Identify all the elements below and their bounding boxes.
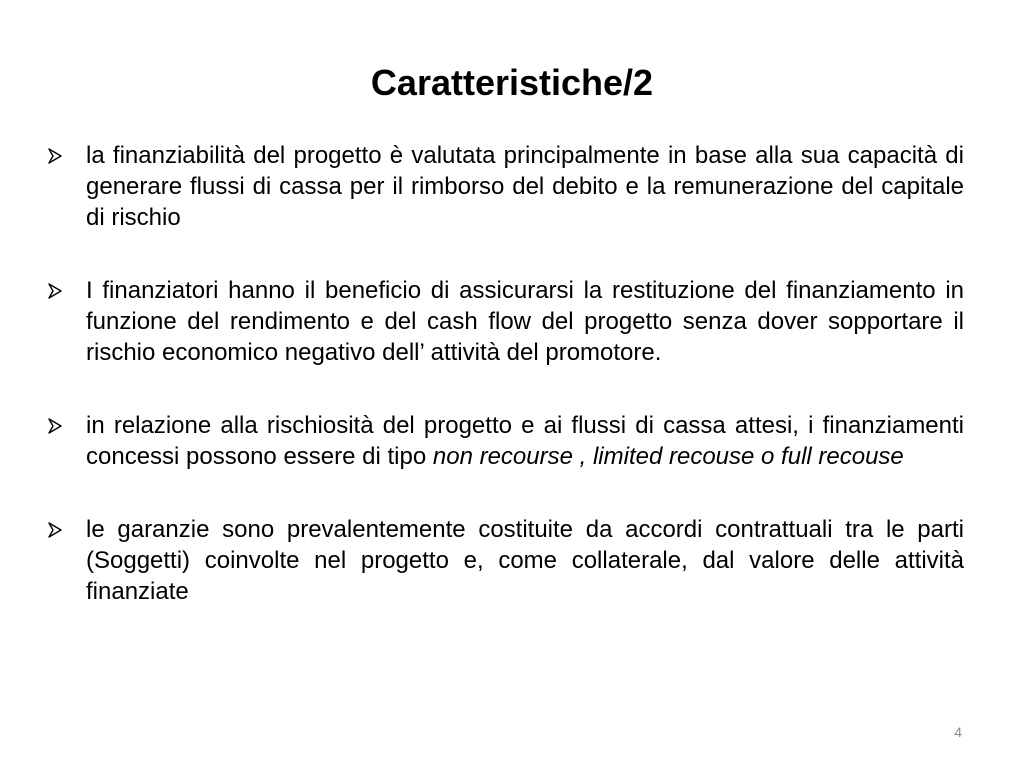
page-number: 4 bbox=[954, 724, 962, 740]
arrow-bullet-icon bbox=[48, 514, 68, 545]
bullet-item-4 bbox=[48, 514, 964, 607]
bullet-text: le garanzie sono prevalentemente costituite da accordi contrattuali tra le parti (Soggetti) coinvolte nel progetto e, come collaterale, dal valore delle attività finanziate bbox=[86, 516, 964, 605]
bullet-text: I finanziatori hanno il beneficio di assicurarsi la restituzione del finanziamento in funzione del rendimento e del cash flow del progetto senza dover sopportare il rischio economico negativo dell’ attività del promotore. bbox=[86, 277, 964, 366]
arrow-bullet-icon bbox=[48, 275, 68, 306]
bullet-text-italic: non recourse , limited recouse o full recouse bbox=[432, 443, 904, 470]
bullet-text: in relazione alla rischiosità del progetto e ai flussi di cassa attesi, i finanziamenti concessi possono essere di tipo bbox=[86, 412, 964, 470]
slide-title: Caratteristiche/2 bbox=[370, 62, 654, 103]
arrow-bullet-icon bbox=[48, 410, 68, 441]
bullet-text: la finanziabilità del progetto è valutata principalmente in base alla sua capacità di generare flussi di cassa per il rimborso del debito e la remunerazione del capitale di rischio bbox=[86, 142, 964, 231]
arrow-bullet-icon bbox=[48, 140, 68, 171]
bullet-list bbox=[48, 140, 964, 607]
bullet-item-2 bbox=[48, 275, 964, 368]
bullet-item-1 bbox=[48, 140, 964, 233]
bullet-item-3 bbox=[48, 410, 964, 472]
